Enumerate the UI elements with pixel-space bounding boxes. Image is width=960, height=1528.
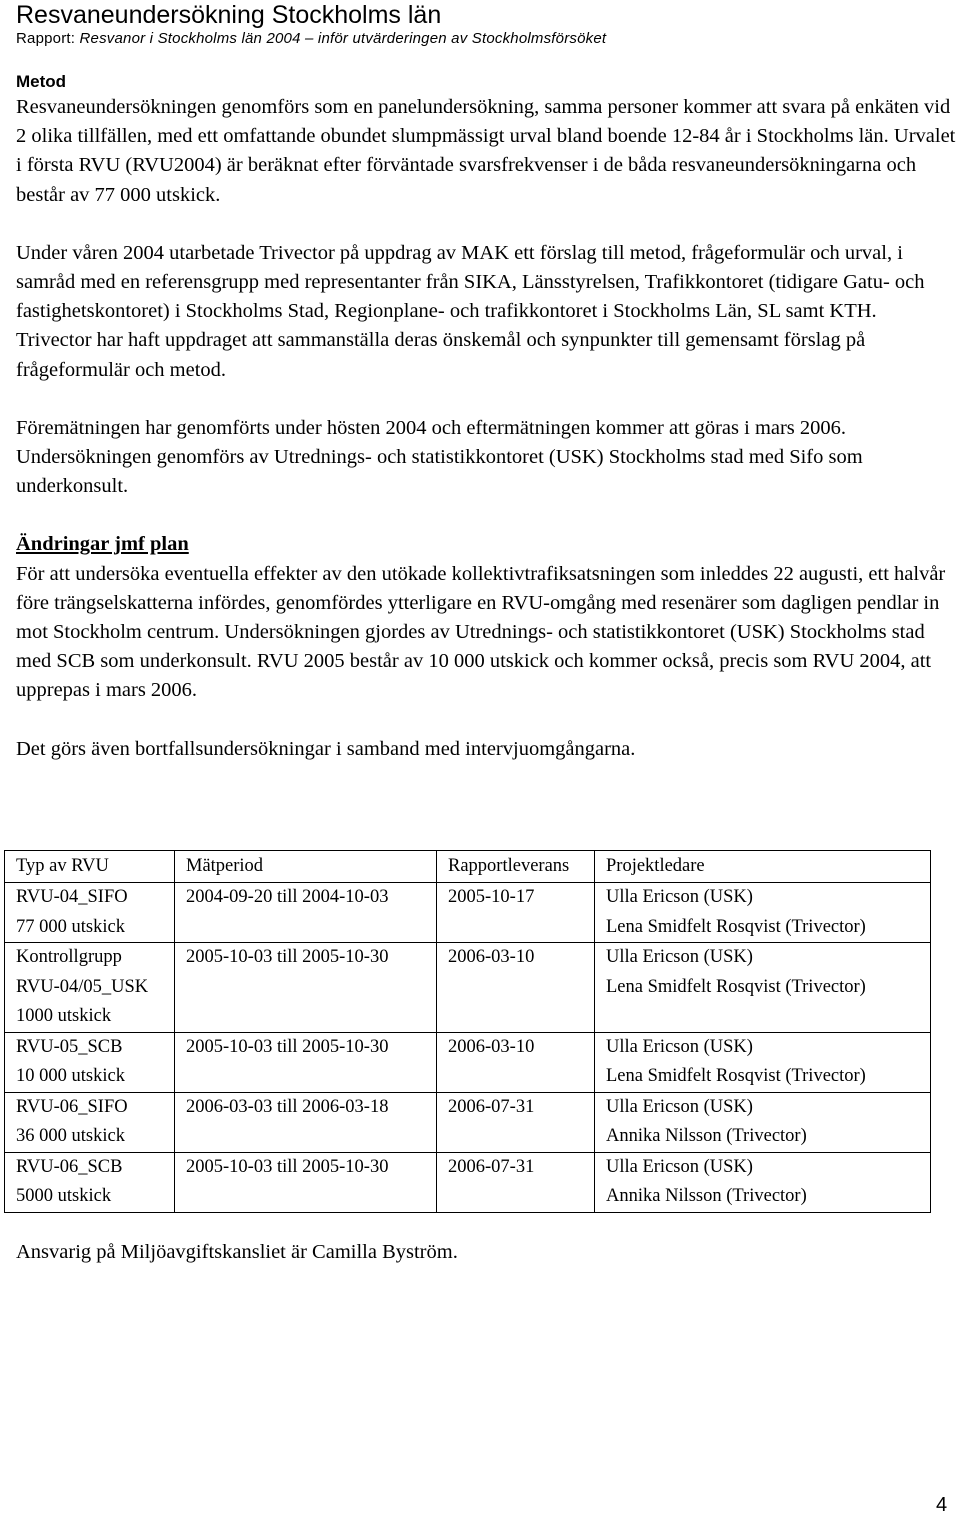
row-period: 2005-10-03 till 2005-10-30 [175, 1152, 437, 1212]
changes-paragraph-1: För att undersöka eventuella effekter av den utökade kollektivtrafiksatsningen som inleddes 22 augusti, ett halvår före trängselskatterna infördes, genomfördes ytterligare en RVU-omgång med resenärer som dagligen pendlar in mot Stockholm centrum. Undersökningen gjordes av Utrednings- och statistikkontoret (USK) Stockholms stad med SCB som underkonsult. RVU 2005 består av 10 000 utskick och kommer också, precis som RVU 2004, att upprepas i mars 2006. [16, 562, 946, 702]
subtitle-text: Resvanor i Stockholms län 2004 – inför utvärderingen av Stockholmsförsöket [79, 30, 607, 47]
row-leaders [595, 1152, 931, 1212]
header-report: Rapportleverans [437, 851, 595, 883]
type-line: 1000 utskick [16, 1006, 112, 1026]
leader-line: Ulla Ericson (USK) [606, 887, 753, 907]
row-period: 2005-10-03 till 2005-10-30 [175, 1032, 437, 1092]
method-paragraph-1: Resvaneundersökningen genomförs som en panelundersökning, samma personer kommer att svara på enkäten vid 2 olika tillfällen, med ett omfattande obundet slumpmässigt urval bland boende 12-84 år i Stockholms län. Urvalet i första RVU (RVU2004) är beräknat efter förväntade svarsfrekvenser i de båda resvaneundersökningarna och består av 77 000 utskick. [16, 96, 956, 206]
changes-heading: Ändringar jmf plan [16, 533, 189, 556]
leader-line: Ulla Ericson (USK) [606, 1156, 753, 1177]
method-section-label: Metod [16, 72, 67, 91]
type-line: RVU-05_SCB [16, 1036, 123, 1057]
type-line: RVU-06_SIFO [16, 1096, 128, 1117]
type-line: RVU-06_SCB [16, 1156, 123, 1177]
type-line: 5000 utskick [16, 1186, 112, 1206]
leader-line: Lena Smidfelt Rosqvist (Trivector) [606, 976, 866, 997]
row-leaders [595, 883, 931, 943]
header-leader: Projektledare [595, 851, 931, 883]
row-type [5, 883, 175, 943]
subtitle-label: Rapport: [16, 30, 76, 47]
leader-line: Ulla Ericson (USK) [606, 947, 753, 967]
table-row [5, 1152, 931, 1212]
leader-line: Ulla Ericson (USK) [606, 1096, 753, 1117]
row-report: 2006-07-31 [437, 1152, 595, 1212]
row-report: 2006-07-31 [437, 1092, 595, 1152]
page-number: 4 [936, 1494, 948, 1516]
type-line: Kontrollgrupp [16, 947, 122, 967]
header-type: Typ av RVU [5, 851, 175, 883]
table-row [5, 943, 931, 1033]
document-page [16, 0, 956, 764]
type-line: 10 000 utskick [16, 1066, 125, 1086]
row-type [5, 1092, 175, 1152]
row-report: 2005-10-17 [437, 883, 595, 943]
row-type [5, 1032, 175, 1092]
row-type [5, 943, 175, 1033]
type-line: RVU-04_SIFO [16, 887, 128, 907]
header-period: Mätperiod [175, 851, 437, 883]
rvu-table [4, 850, 931, 1213]
leader-line: Lena Smidfelt Rosqvist (Trivector) [606, 1066, 866, 1086]
row-type [5, 1152, 175, 1212]
row-report: 2006-03-10 [437, 943, 595, 1033]
responsible-note: Ansvarig på Miljöavgiftskansliet är Camilla Byström. [16, 1241, 458, 1263]
changes-paragraph-2: Det görs även bortfallsundersökningar i samband med intervjuomgångarna. [16, 737, 636, 760]
method-paragraph-2: Under våren 2004 utarbetade Trivector på uppdrag av MAK ett förslag till metod, frågeformulär och urval, i samråd med en referensgrupp med representanter från SIKA, Länsstyrelsen, Trafikkontoret (tidigare Gatu- och fastighetskontoret) i Stockholms Stad, Regionplane- och trafikkontoret i Stockholms Län, SL samt KTH. Trivector har haft uppdraget att sammanställa deras önskemål och synpunkter till gemensamt förslag på frågeformulär och metod. [16, 241, 925, 381]
table-row [5, 1032, 931, 1092]
leader-line: Annika Nilsson (Trivector) [606, 1186, 807, 1206]
table-header-row [5, 851, 931, 883]
type-line: 77 000 utskick [16, 916, 125, 937]
row-period: 2004-09-20 till 2004-10-03 [175, 883, 437, 943]
row-report: 2006-03-10 [437, 1032, 595, 1092]
row-leaders [595, 1092, 931, 1152]
table-row [5, 883, 931, 943]
document-title: Resvaneundersökning Stockholms län [16, 1, 442, 29]
report-subtitle [16, 29, 956, 49]
leader-line: Ulla Ericson (USK) [606, 1036, 753, 1057]
type-line: RVU-04/05_USK [16, 976, 149, 997]
row-period: 2005-10-03 till 2005-10-30 [175, 943, 437, 1033]
row-leaders [595, 943, 931, 1033]
table-row [5, 1092, 931, 1152]
leader-line: Lena Smidfelt Rosqvist (Trivector) [606, 916, 866, 937]
method-paragraph-3: Föremätningen har genomförts under hösten 2004 och eftermätningen kommer att göras i mars 2006. Undersökningen genomförs av Utrednings- och statistikkontoret (USK) Stockholms stad med Sifo som underkonsult. [16, 416, 863, 498]
type-line: 36 000 utskick [16, 1126, 125, 1146]
leader-line: Annika Nilsson (Trivector) [606, 1126, 807, 1146]
row-period: 2006-03-03 till 2006-03-18 [175, 1092, 437, 1152]
row-leaders [595, 1032, 931, 1092]
